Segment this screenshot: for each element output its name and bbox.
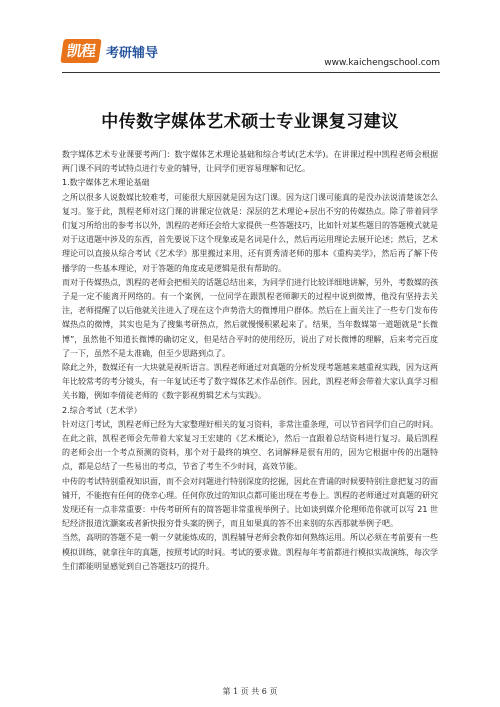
logo-text: 考研辅导 — [106, 45, 159, 61]
body-paragraph: 之所以很多人说数媒比较难考，可能很大原因就是因为这门课。因为这门课可能真的是没办法说清楚该怎么复习。鉴于此，凯程老师对这门课的讲课定位就是：深层的艺术理论+层出不穷的传媒热点。除了带着同学们复习所给出的参考书以外，凯程的老师还会给大家提供一些答题技巧，比如针对某些题目的答题模式就是对于这道题中涉及的东西，首先要说下这个现象或是名词是什么，然后再运用理论去展开论述；然后，艺术理论可以直接从综合考试《艺术学》那里搬过来用，还有贾秀清老师的那本《重构美学》，然后再了解下传播学的一些基本理论，对于答题的角度或是逻辑是很有帮助的。 — [62, 192, 438, 273]
body-paragraph: 针对这门考试，凯程老师已经为大家整理好相关的复习资料，非常注重条理，可以节省同学们自己的时间。在此之前，凯程老师会先带着大家复习王宏建的《艺术概论》，然后一直跟着总结资料进行复习。最后凯程的老师会出一个考点预测的资料，那个对于最终的填空、名词解释是很有用的，因为它根据中传的出题特点，都是总结了一些易出的考点，节省了考生不少时间，高效节能。 — [62, 419, 438, 472]
section-heading-1: 1.数字媒体艺术理论基础 — [62, 178, 150, 188]
body-paragraph: 中传的考试特别重视知识面，而不会对问题进行特别深度的挖掘，因此在背诵的时候要特别注意把复习的面铺开，不能抱有任何的侥幸心理。任何你放过的知识点都可能出现在考卷上。凯程的老师通过对真题的研究发现还有一点非常重要：中传考研所有的简答题非常重视举例子。比如谈到媒介伦理师范你就可以写 21 世纪经济报道沈灏案或者新快报穷骨头案的例子，而且如果真的答不出来别的东西那就举例子吧。 — [62, 476, 438, 529]
kaicheng-logo — [62, 38, 200, 64]
body-paragraph: 而对于传媒热点，凯程的老师会把相关的话题总结出来，为同学们进行比较详细地讲解，另外，考数媒的孩子是一定不能离开网络的。有一个案例，一位同学在跟凯程老师聊天的过程中说到微博，他没有坚持去关注，老师提醒了以后他就关注进入了现在这个声势浩大的微博用户群体。然后在上面关注了一些专门发布传媒热点的微博，其实也是为了搜集考研热点，然后就慢慢积累起来了。结果，当年数媒第一道题就是“长微博”，虽然他不知道长微博的确切定义，但是结合平时的使用经历，说出了对长微博的理解，后来考完百度了一下，虽然不是太准确，但至少思路到点了。 — [62, 277, 438, 358]
intro-paragraph: 数字媒体艺术专业课要考两门：数字媒体艺术理论基础和综合考试(艺术学)。在讲课过程中凯程老师会根据两门课不同的考试特点进行专业的辅导，让同学们更容易理解和记忆。 — [62, 150, 438, 174]
body-paragraph: 除此之外，数媒还有一大块就是视听语言。凯程老师通过对真题的分析发现考题越来越重视实践，因为这两年比较常考的考分镜头，有一年复试还考了数字媒体艺术作品创作。因此，凯程老师会带着大家认真学习相关书籍，例如李倩徒老师的《数字影视剪辑艺术与实践》。 — [62, 363, 438, 401]
section-heading-2: 2.综合考试（艺术学） — [62, 405, 142, 415]
body-paragraph: 当然，高明的答题不是一朝一夕就能炼成的，凯程辅导老师会教你如何熟练运用。所以必须在考前要有一些模拟训练，就拿往年的真题，按照考试的时间。考试的要求做。凯程每年考前都进行模拟实战演练，每次学生们都能明显感觉到自己答题技巧的提升。 — [62, 533, 438, 571]
header-divider — [62, 72, 440, 73]
document-title: 中传数字媒体艺术硕士专业课复习建议 — [101, 112, 399, 132]
page-number: 第 1 页 共 6 页 — [222, 687, 278, 696]
logo-mark: 凯程 — [60, 39, 101, 63]
site-url: www.kaichengschool.com — [324, 58, 440, 68]
document-body — [62, 148, 438, 574]
page-header — [0, 0, 500, 80]
